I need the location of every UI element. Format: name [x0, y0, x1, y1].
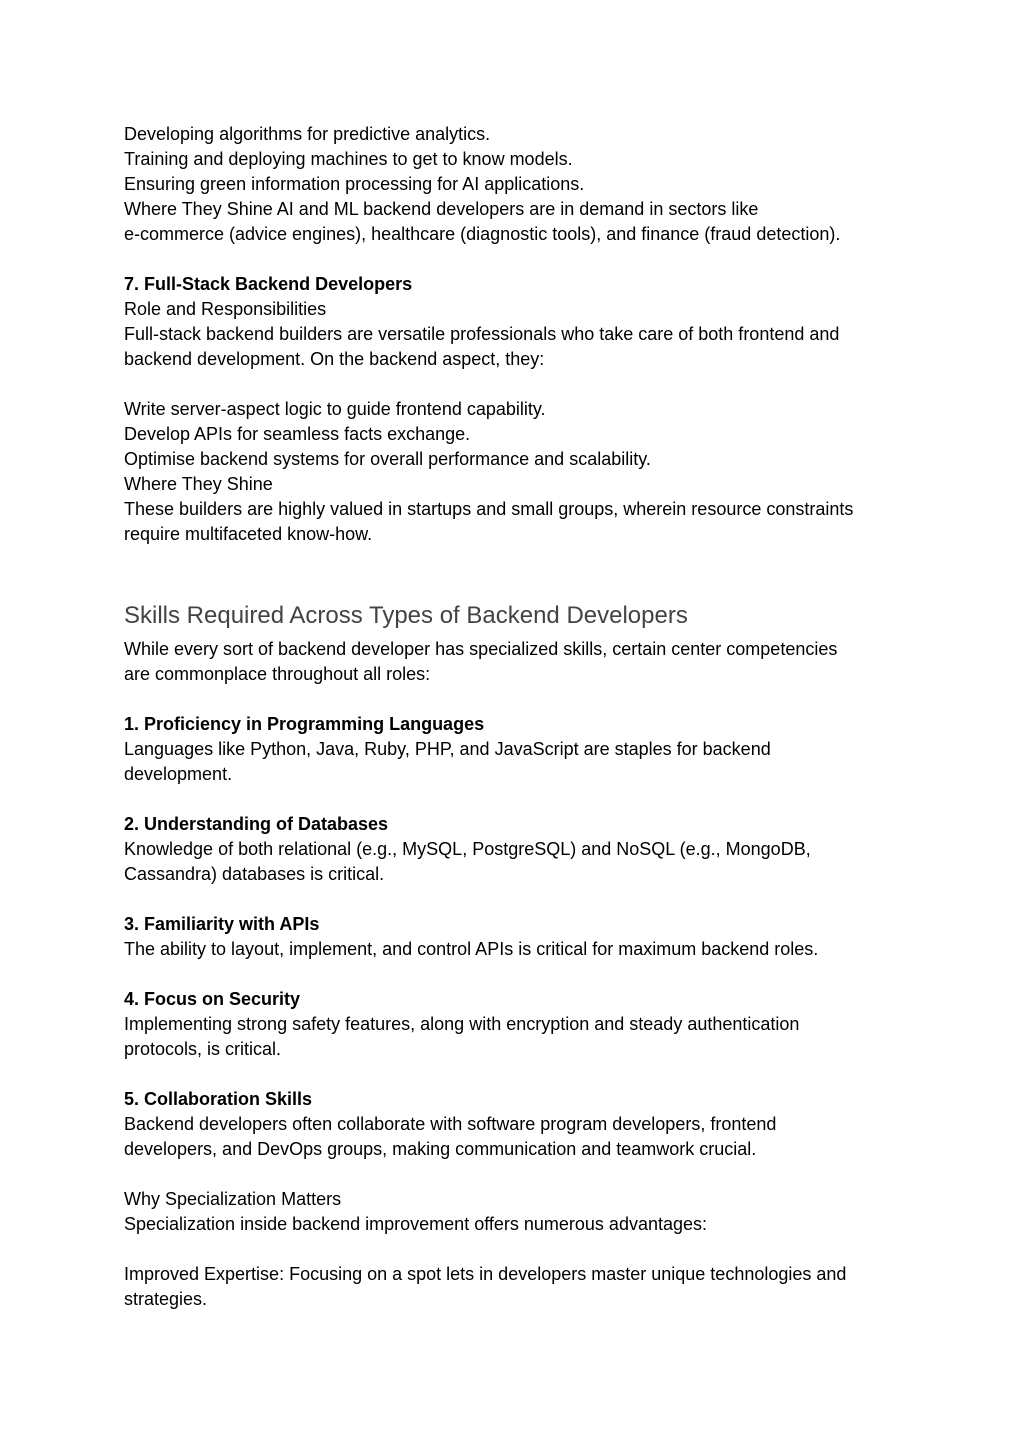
spacer [124, 1162, 904, 1187]
spacer [124, 372, 904, 397]
skill-text-line: Backend developers often collaborate with software program developers, frontend [124, 1114, 777, 1134]
fullstack-intro-line: Full-stack backend builders are versatile professionals who take care of both frontend and [124, 324, 840, 344]
skill-text-line: The ability to layout, implement, and control APIs is critical for maximum backend roles. [124, 939, 819, 959]
skill-text-line: protocols, is critical. [124, 1039, 282, 1059]
spacer [124, 1062, 904, 1087]
spacer [124, 787, 904, 812]
specialization-expertise-line: Improved Expertise: Focusing on a spot lets in developers master unique technologies and [124, 1264, 847, 1284]
specialization-expertise-line: strategies. [124, 1289, 208, 1309]
fullstack-where-line: require multifaceted know-how. [124, 524, 373, 544]
skill-text-line: Implementing strong safety features, along with encryption and steady authentication [124, 1014, 800, 1034]
skill-heading: 1. Proficiency in Programming Languages [124, 714, 485, 734]
skill-text-line: development. [124, 764, 233, 784]
specialization-intro: Specialization inside backend improvement offers numerous advantages: [124, 1214, 708, 1234]
skill-text-line: developers, and DevOps groups, making communication and teamwork crucial. [124, 1139, 757, 1159]
skills-intro-line: While every sort of backend developer has specialized skills, certain center competencies [124, 639, 838, 659]
spacer [124, 687, 904, 712]
top-list-item: Developing algorithms for predictive analytics. [124, 124, 491, 144]
skill-heading: 2. Understanding of Databases [124, 814, 389, 834]
skills-section-title: Skills Required Across Types of Backend Developers [124, 602, 688, 629]
ai-where-shine-line: Where They Shine AI and ML backend developers are in demand in sectors like [124, 199, 759, 219]
ai-where-shine-line: e-commerce (advice engines), healthcare (diagnostic tools), and finance (fraud detection). [124, 224, 841, 244]
skill-text-line: Cassandra) databases is critical. [124, 864, 385, 884]
fullstack-role-label: Role and Responsibilities [124, 299, 327, 319]
skill-heading: 3. Familiarity with APIs [124, 914, 320, 934]
skill-heading: 4. Focus on Security [124, 989, 301, 1009]
fullstack-task: Optimise backend systems for overall performance and scalability. [124, 449, 651, 469]
skill-text-line: Languages like Python, Java, Ruby, PHP, and JavaScript are staples for backend [124, 739, 771, 759]
fullstack-where-line: These builders are highly valued in startups and small groups, wherein resource constraints [124, 499, 854, 519]
skill-text-line: Knowledge of both relational (e.g., MySQL, PostgreSQL) and NoSQL (e.g., MongoDB, [124, 839, 811, 859]
fullstack-intro-line: backend development. On the backend aspect, they: [124, 349, 545, 369]
skill-heading: 5. Collaboration Skills [124, 1089, 313, 1109]
fullstack-task: Develop APIs for seamless facts exchange. [124, 424, 471, 444]
spacer [124, 547, 904, 597]
skills-intro-line: are commonplace throughout all roles: [124, 664, 431, 684]
fullstack-heading: 7. Full-Stack Backend Developers [124, 274, 413, 294]
spacer [124, 1237, 904, 1262]
document-page [124, 122, 904, 1312]
spacer [124, 887, 904, 912]
spacer [124, 962, 904, 987]
fullstack-where-label: Where They Shine [124, 474, 273, 494]
spacer [124, 247, 904, 272]
fullstack-task: Write server-aspect logic to guide frontend capability. [124, 399, 546, 419]
specialization-label: Why Specialization Matters [124, 1189, 342, 1209]
top-list-item: Ensuring green information processing for AI applications. [124, 174, 585, 194]
top-list-item: Training and deploying machines to get to know models. [124, 149, 573, 169]
